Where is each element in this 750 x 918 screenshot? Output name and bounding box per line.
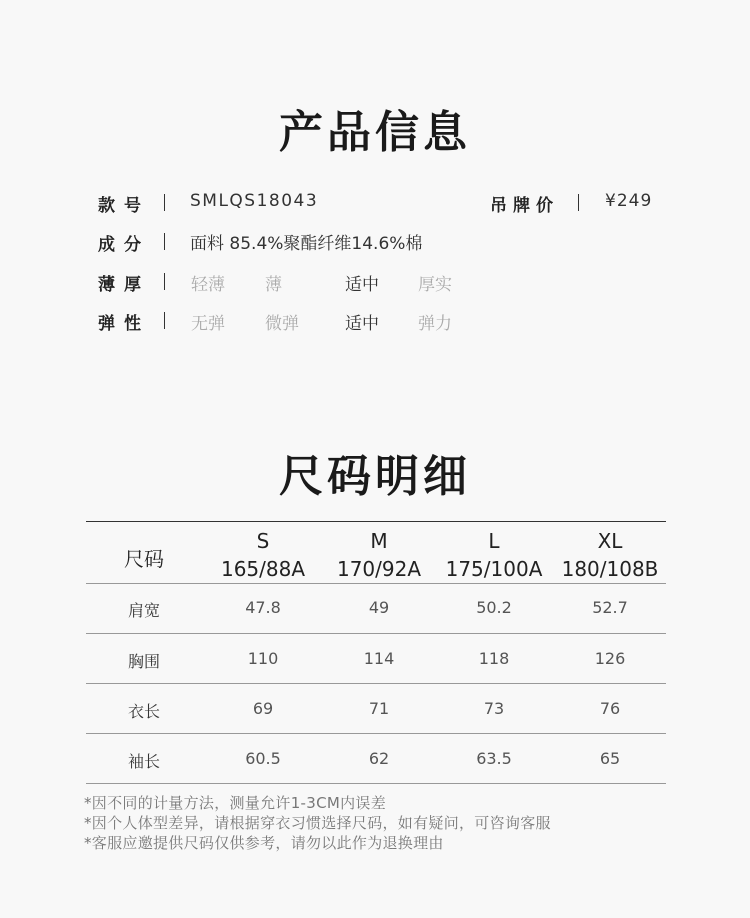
table-cell: 126 xyxy=(594,649,626,668)
thickness-label: 薄厚 xyxy=(98,275,150,295)
size-header-l: L xyxy=(488,529,500,553)
table-cell: 114 xyxy=(363,649,395,668)
elasticity-label: 弹性 xyxy=(98,314,150,334)
table-cell: 63.5 xyxy=(476,749,512,768)
price-value: ¥249 xyxy=(605,191,653,211)
table-top-border xyxy=(86,521,666,522)
row-label-sleeve: 袖长 xyxy=(128,752,161,771)
row-label-chest: 胸围 xyxy=(128,652,161,671)
table-cell: 60.5 xyxy=(245,749,281,768)
note-measurement: *因不同的计量方法，测量允许1-3CM内误差 xyxy=(84,794,387,812)
thickness-option-thin: 薄 xyxy=(265,275,282,295)
product-info-title: 产品信息 xyxy=(279,107,471,158)
table-cell: 118 xyxy=(478,649,510,668)
table-cell: 76 xyxy=(599,699,621,718)
table-cell: 69 xyxy=(252,699,274,718)
elasticity-option-medium-selected: 适中 xyxy=(345,314,379,334)
table-cell: 47.8 xyxy=(245,598,281,617)
note-body-type: *因个人体型差异，请根据穿衣习惯选择尺码，如有疑问，可咨询客服 xyxy=(84,814,551,832)
size-spec-s: 165/88A xyxy=(220,557,306,581)
table-cell: 73 xyxy=(483,699,505,718)
separator xyxy=(164,194,165,211)
elasticity-option-slight: 微弹 xyxy=(265,314,299,334)
row-label-shoulder: 肩宽 xyxy=(128,601,161,620)
size-header-m: M xyxy=(370,529,388,553)
thickness-option-thick: 厚实 xyxy=(418,275,452,295)
thickness-option-medium-selected: 适中 xyxy=(345,275,379,295)
code-value: SMLQS18043 xyxy=(190,191,319,211)
composition-label: 成分 xyxy=(98,235,150,255)
row-divider xyxy=(86,633,666,634)
size-spec-l: 175/100A xyxy=(445,557,543,581)
separator xyxy=(578,194,579,211)
separator xyxy=(164,233,165,250)
table-cell: 65 xyxy=(599,749,621,768)
code-label: 款号 xyxy=(98,196,150,216)
row-divider xyxy=(86,583,666,584)
size-header-s: S xyxy=(256,529,270,553)
elasticity-option-stretch: 弹力 xyxy=(418,314,452,334)
size-header-label: 尺码 xyxy=(124,547,164,571)
price-label: 吊牌价 xyxy=(490,196,559,216)
table-cell: 62 xyxy=(368,749,390,768)
size-header-xl: XL xyxy=(597,529,623,553)
table-cell: 49 xyxy=(368,598,390,617)
separator xyxy=(164,273,165,290)
row-divider xyxy=(86,683,666,684)
table-cell: 110 xyxy=(247,649,279,668)
size-spec-m: 170/92A xyxy=(336,557,422,581)
separator xyxy=(164,312,165,329)
elasticity-option-none: 无弹 xyxy=(191,314,225,334)
note-reference: *客服应邀提供尺码仅供参考，请勿以此作为退换理由 xyxy=(84,834,444,852)
size-spec-xl: 180/108B xyxy=(561,557,659,581)
row-divider xyxy=(86,733,666,734)
table-bottom-border xyxy=(86,783,666,784)
table-cell: 50.2 xyxy=(476,598,512,617)
composition-value: 面料 85.4%聚酯纤维14.6%棉 xyxy=(190,234,423,254)
table-cell: 71 xyxy=(368,699,390,718)
size-chart-title: 尺码明细 xyxy=(279,451,471,502)
thickness-option-light: 轻薄 xyxy=(191,275,225,295)
table-cell: 52.7 xyxy=(592,598,628,617)
row-label-length: 衣长 xyxy=(128,702,161,721)
